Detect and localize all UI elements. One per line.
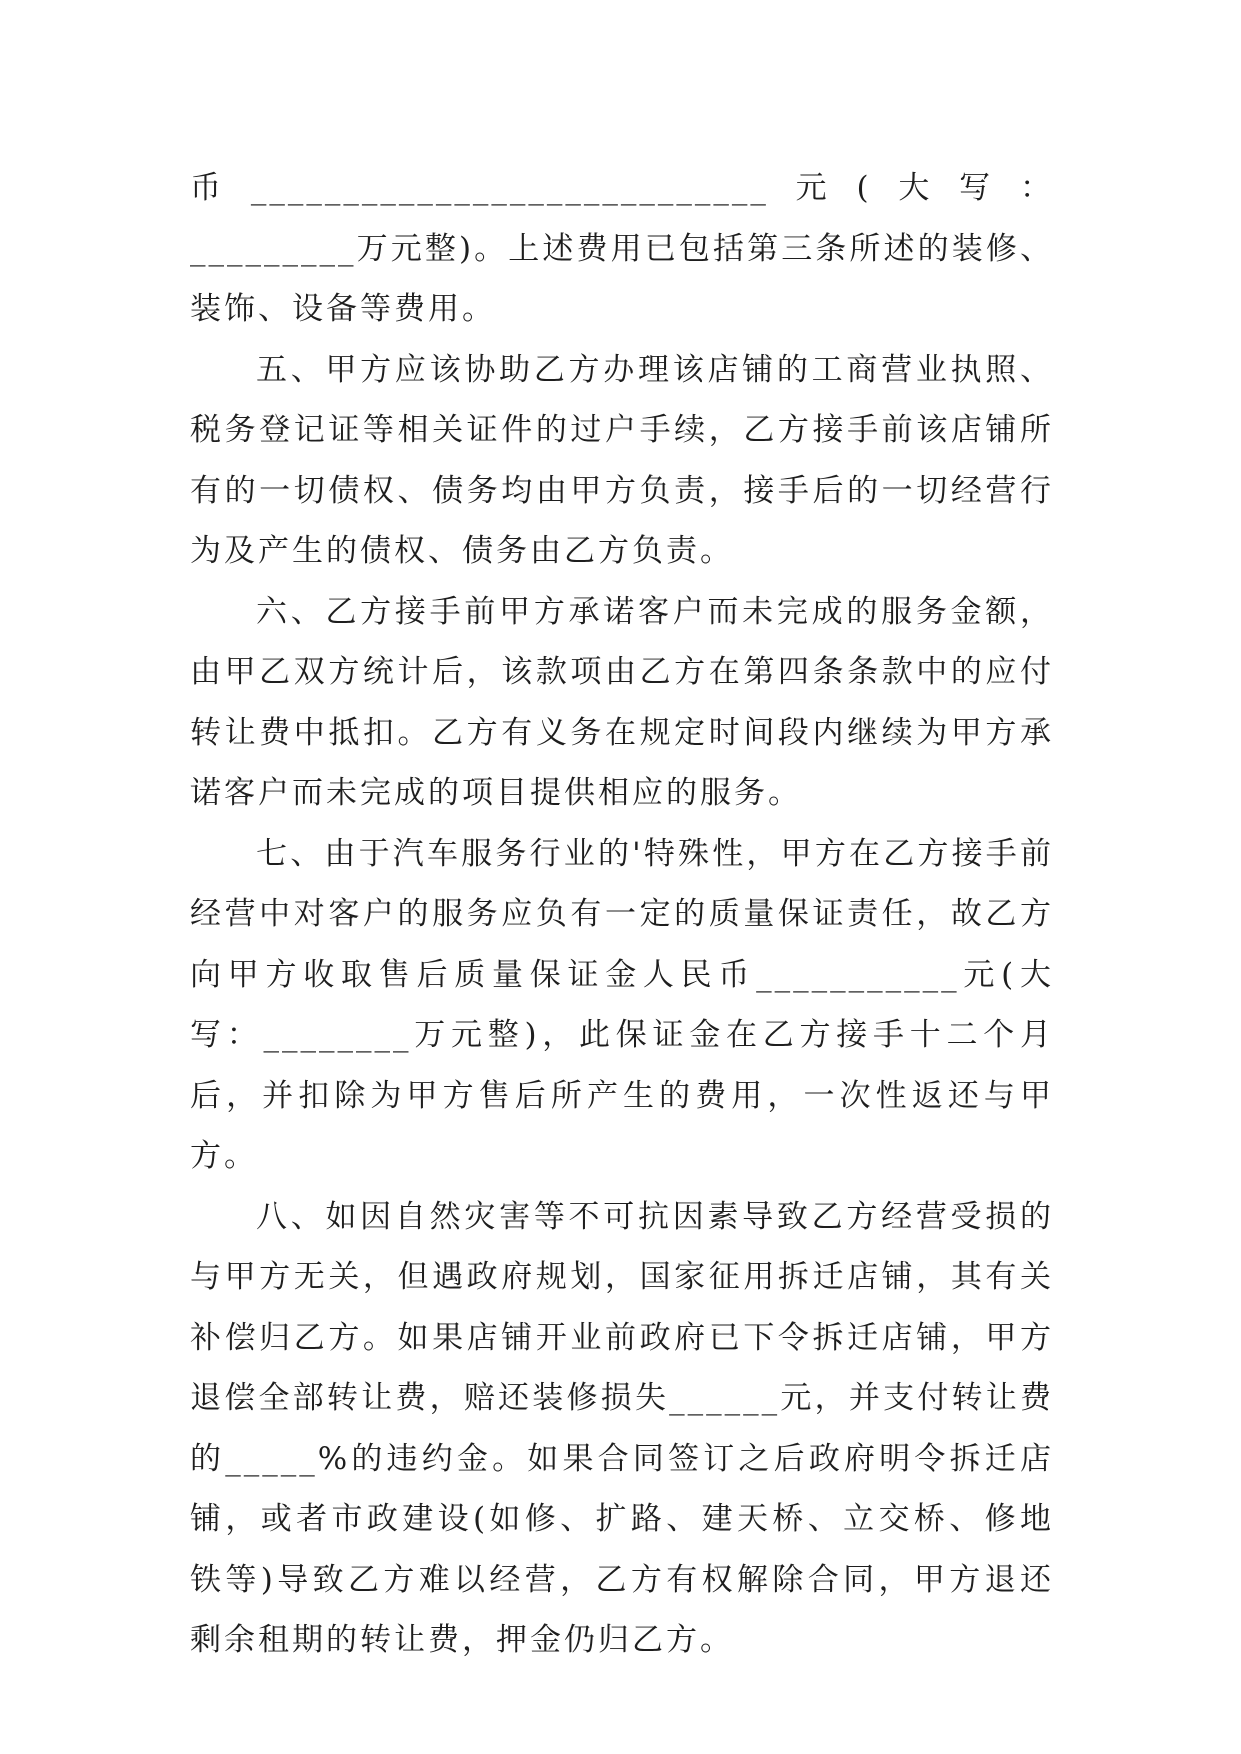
paragraph-clause-8: 八、如因自然灾害等不可抗因素导致乙方经营受损的与甲方无关，但遇政府规划，国家征用拆迁店铺，其有关补偿归乙方。如果店铺开业前政府已下令拆迁店铺，甲方退偿全部转让费，赔还装修损失______元，并支付转让费的_____%的违约金。如果合同签订之后政府明令拆迁店铺，或者市政建设(如修、扩路、建天桥、立交桥、修地铁等)导致乙方难以经营，乙方有权解除合同，甲方退还剩余租期的转让费，押金仍归乙方。 (190, 1198, 1054, 1658)
paragraph-clause-7: 七、由于汽车服务行业的'特殊性，甲方在乙方接手前经营中对客户的服务应负有一定的质量保证责任，故乙方向甲方收取售后质量保证金人民币___________元(大写：________万元整)，此保证金在乙方接手十二个月后，并扣除为甲方售后所产生的费用，一次性返还与甲方。 (190, 835, 1054, 1174)
paragraph-fee-continuation: 币____________________________元(大写：_________万元整)。上述费用已包括第三条所述的装修、装饰、设备等费用。 (190, 170, 1054, 327)
paragraph-clause-5: 五、甲方应该协助乙方办理该店铺的工商营业执照、税务登记证等相关证件的过户手续，乙方接手前该店铺所有的一切债权、债务均由甲方负责，接手后的一切经营行为及产生的债权、债务由乙方负责。 (190, 351, 1054, 569)
paragraph-clause-6: 六、乙方接手前甲方承诺客户而未完成的服务金额，由甲乙双方统计后，该款项由乙方在第四条条款中的应付转让费中抵扣。乙方有义务在规定时间段内继续为甲方承诺客户而未完成的项目提供相应的服务。 (190, 593, 1054, 811)
document-page (190, 158, 1054, 1671)
